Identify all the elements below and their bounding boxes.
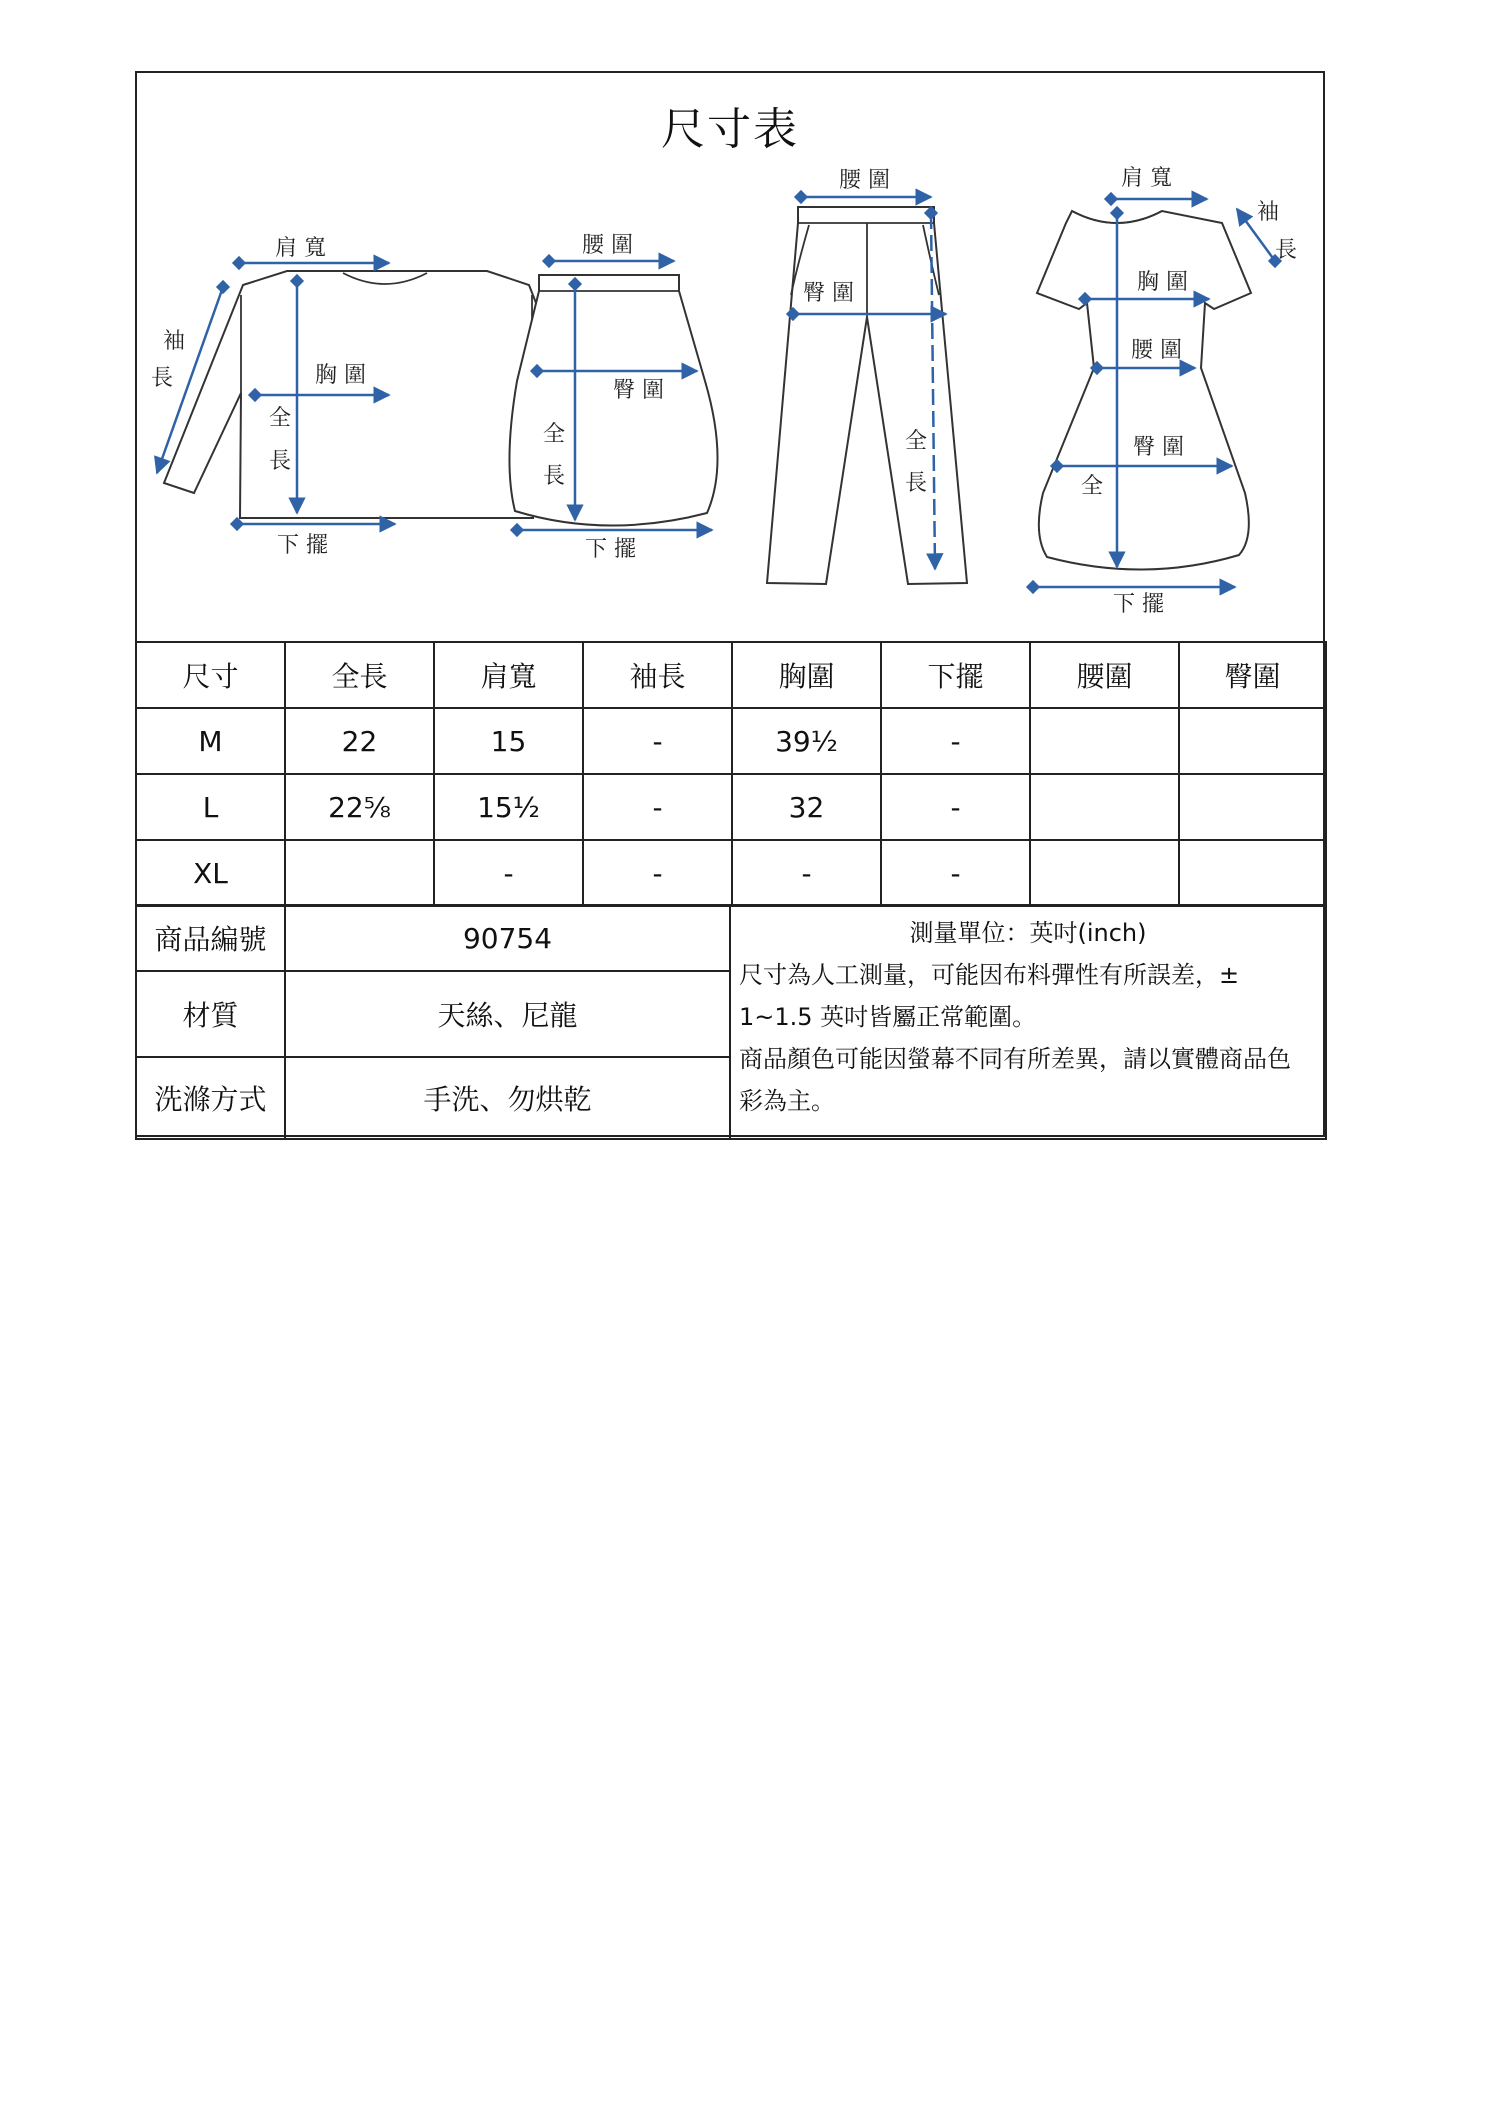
wash-value: 手洗、勿烘乾 bbox=[285, 1057, 730, 1139]
table-cell: - bbox=[881, 774, 1030, 840]
unit-note: 測量單位：英吋(inch) bbox=[909, 919, 1147, 947]
table-cell bbox=[1030, 840, 1179, 906]
table-cell bbox=[285, 840, 434, 906]
top-shoulder-label: 肩 寬 bbox=[275, 236, 326, 261]
table-cell: 22⅝ bbox=[285, 774, 434, 840]
skirt-hem-label: 下 擺 bbox=[585, 537, 636, 562]
size-cell: XL bbox=[136, 840, 285, 906]
header-cell: 腰圍 bbox=[1030, 642, 1179, 708]
table-cell: 22 bbox=[285, 708, 434, 774]
size-cell: M bbox=[136, 708, 285, 774]
dress-illustration bbox=[1037, 211, 1251, 570]
header-cell: 胸圍 bbox=[732, 642, 881, 708]
skirt-waist-label: 腰 圍 bbox=[582, 233, 633, 258]
item-no-value: 90754 bbox=[285, 905, 730, 971]
table-cell: - bbox=[881, 708, 1030, 774]
table-cell: - bbox=[732, 840, 881, 906]
pants-length-label-2: 長 bbox=[905, 471, 928, 496]
pants-length-label-1: 全 bbox=[905, 429, 928, 454]
top-sleeve-label-2: 長 bbox=[151, 366, 174, 391]
table-cell: 15 bbox=[434, 708, 583, 774]
table-cell: 32 bbox=[732, 774, 881, 840]
size-cell: L bbox=[136, 774, 285, 840]
item-no-label: 商品編號 bbox=[136, 905, 285, 971]
pants-hip-label: 臀 圍 bbox=[803, 281, 854, 306]
header-cell: 尺寸 bbox=[136, 642, 285, 708]
dress-hem-label: 下 擺 bbox=[1113, 592, 1164, 617]
pants-illustration bbox=[767, 207, 967, 584]
note-line: 商品顏色可能因螢幕不同有所差異，請以實體商品色 bbox=[739, 1045, 1291, 1073]
top-length-label-1: 全 bbox=[269, 406, 292, 431]
info-row-item-no bbox=[136, 905, 1326, 971]
pants-waist-label: 腰 圍 bbox=[839, 168, 890, 193]
table-cell: 39½ bbox=[732, 708, 881, 774]
size-table-header-row bbox=[136, 642, 1326, 708]
table-cell: 15½ bbox=[434, 774, 583, 840]
table-row bbox=[136, 840, 1326, 906]
table-cell bbox=[1030, 708, 1179, 774]
dress-sleeve-label-2: 長 bbox=[1275, 238, 1298, 263]
dress-sleeve-label-1: 袖 bbox=[1257, 200, 1280, 225]
dress-hip-label: 臀 圍 bbox=[1133, 435, 1184, 460]
size-table bbox=[135, 641, 1327, 907]
dress-waist-label: 腰 圍 bbox=[1131, 338, 1182, 363]
header-cell: 臀圍 bbox=[1179, 642, 1326, 708]
header-cell: 全長 bbox=[285, 642, 434, 708]
skirt-length-label-2: 長 bbox=[543, 464, 566, 489]
table-cell bbox=[1179, 840, 1326, 906]
garment-diagrams bbox=[137, 73, 1323, 643]
table-row bbox=[136, 774, 1326, 840]
measurement-notes bbox=[730, 905, 1326, 1139]
table-cell: - bbox=[583, 840, 732, 906]
dress-shoulder-label: 肩 寬 bbox=[1121, 166, 1172, 191]
product-info-table bbox=[135, 904, 1327, 1140]
table-row bbox=[136, 708, 1326, 774]
note-line: 彩為主。 bbox=[739, 1087, 835, 1115]
chart-title: 尺寸表 bbox=[661, 104, 799, 155]
table-cell: - bbox=[434, 840, 583, 906]
skirt-length-label-1: 全 bbox=[543, 422, 566, 447]
table-cell bbox=[1030, 774, 1179, 840]
top-chest-label: 胸 圍 bbox=[315, 363, 366, 388]
dress-length-label: 全 bbox=[1081, 474, 1104, 499]
header-cell: 肩寬 bbox=[434, 642, 583, 708]
dress-chest-label: 胸 圍 bbox=[1137, 270, 1188, 295]
material-label: 材質 bbox=[136, 971, 285, 1057]
table-cell bbox=[1179, 774, 1326, 840]
table-cell: - bbox=[583, 774, 732, 840]
header-cell: 袖長 bbox=[583, 642, 732, 708]
top-hem-label: 下 擺 bbox=[277, 533, 328, 558]
note-line: 尺寸為人工測量，可能因布料彈性有所誤差，± bbox=[739, 961, 1240, 989]
wash-label: 洗滌方式 bbox=[136, 1057, 285, 1139]
table-cell: - bbox=[881, 840, 1030, 906]
table-cell: - bbox=[583, 708, 732, 774]
note-line: 1~1.5 英吋皆屬正常範圍。 bbox=[739, 1003, 1037, 1031]
table-cell bbox=[1179, 708, 1326, 774]
material-value: 天絲、尼龍 bbox=[285, 971, 730, 1057]
top-length-label-2: 長 bbox=[269, 449, 292, 474]
skirt-hip-label: 臀 圍 bbox=[613, 378, 664, 403]
top-sleeve-label-1: 袖 bbox=[163, 329, 186, 354]
dress-outline bbox=[1037, 211, 1251, 570]
header-cell: 下擺 bbox=[881, 642, 1030, 708]
